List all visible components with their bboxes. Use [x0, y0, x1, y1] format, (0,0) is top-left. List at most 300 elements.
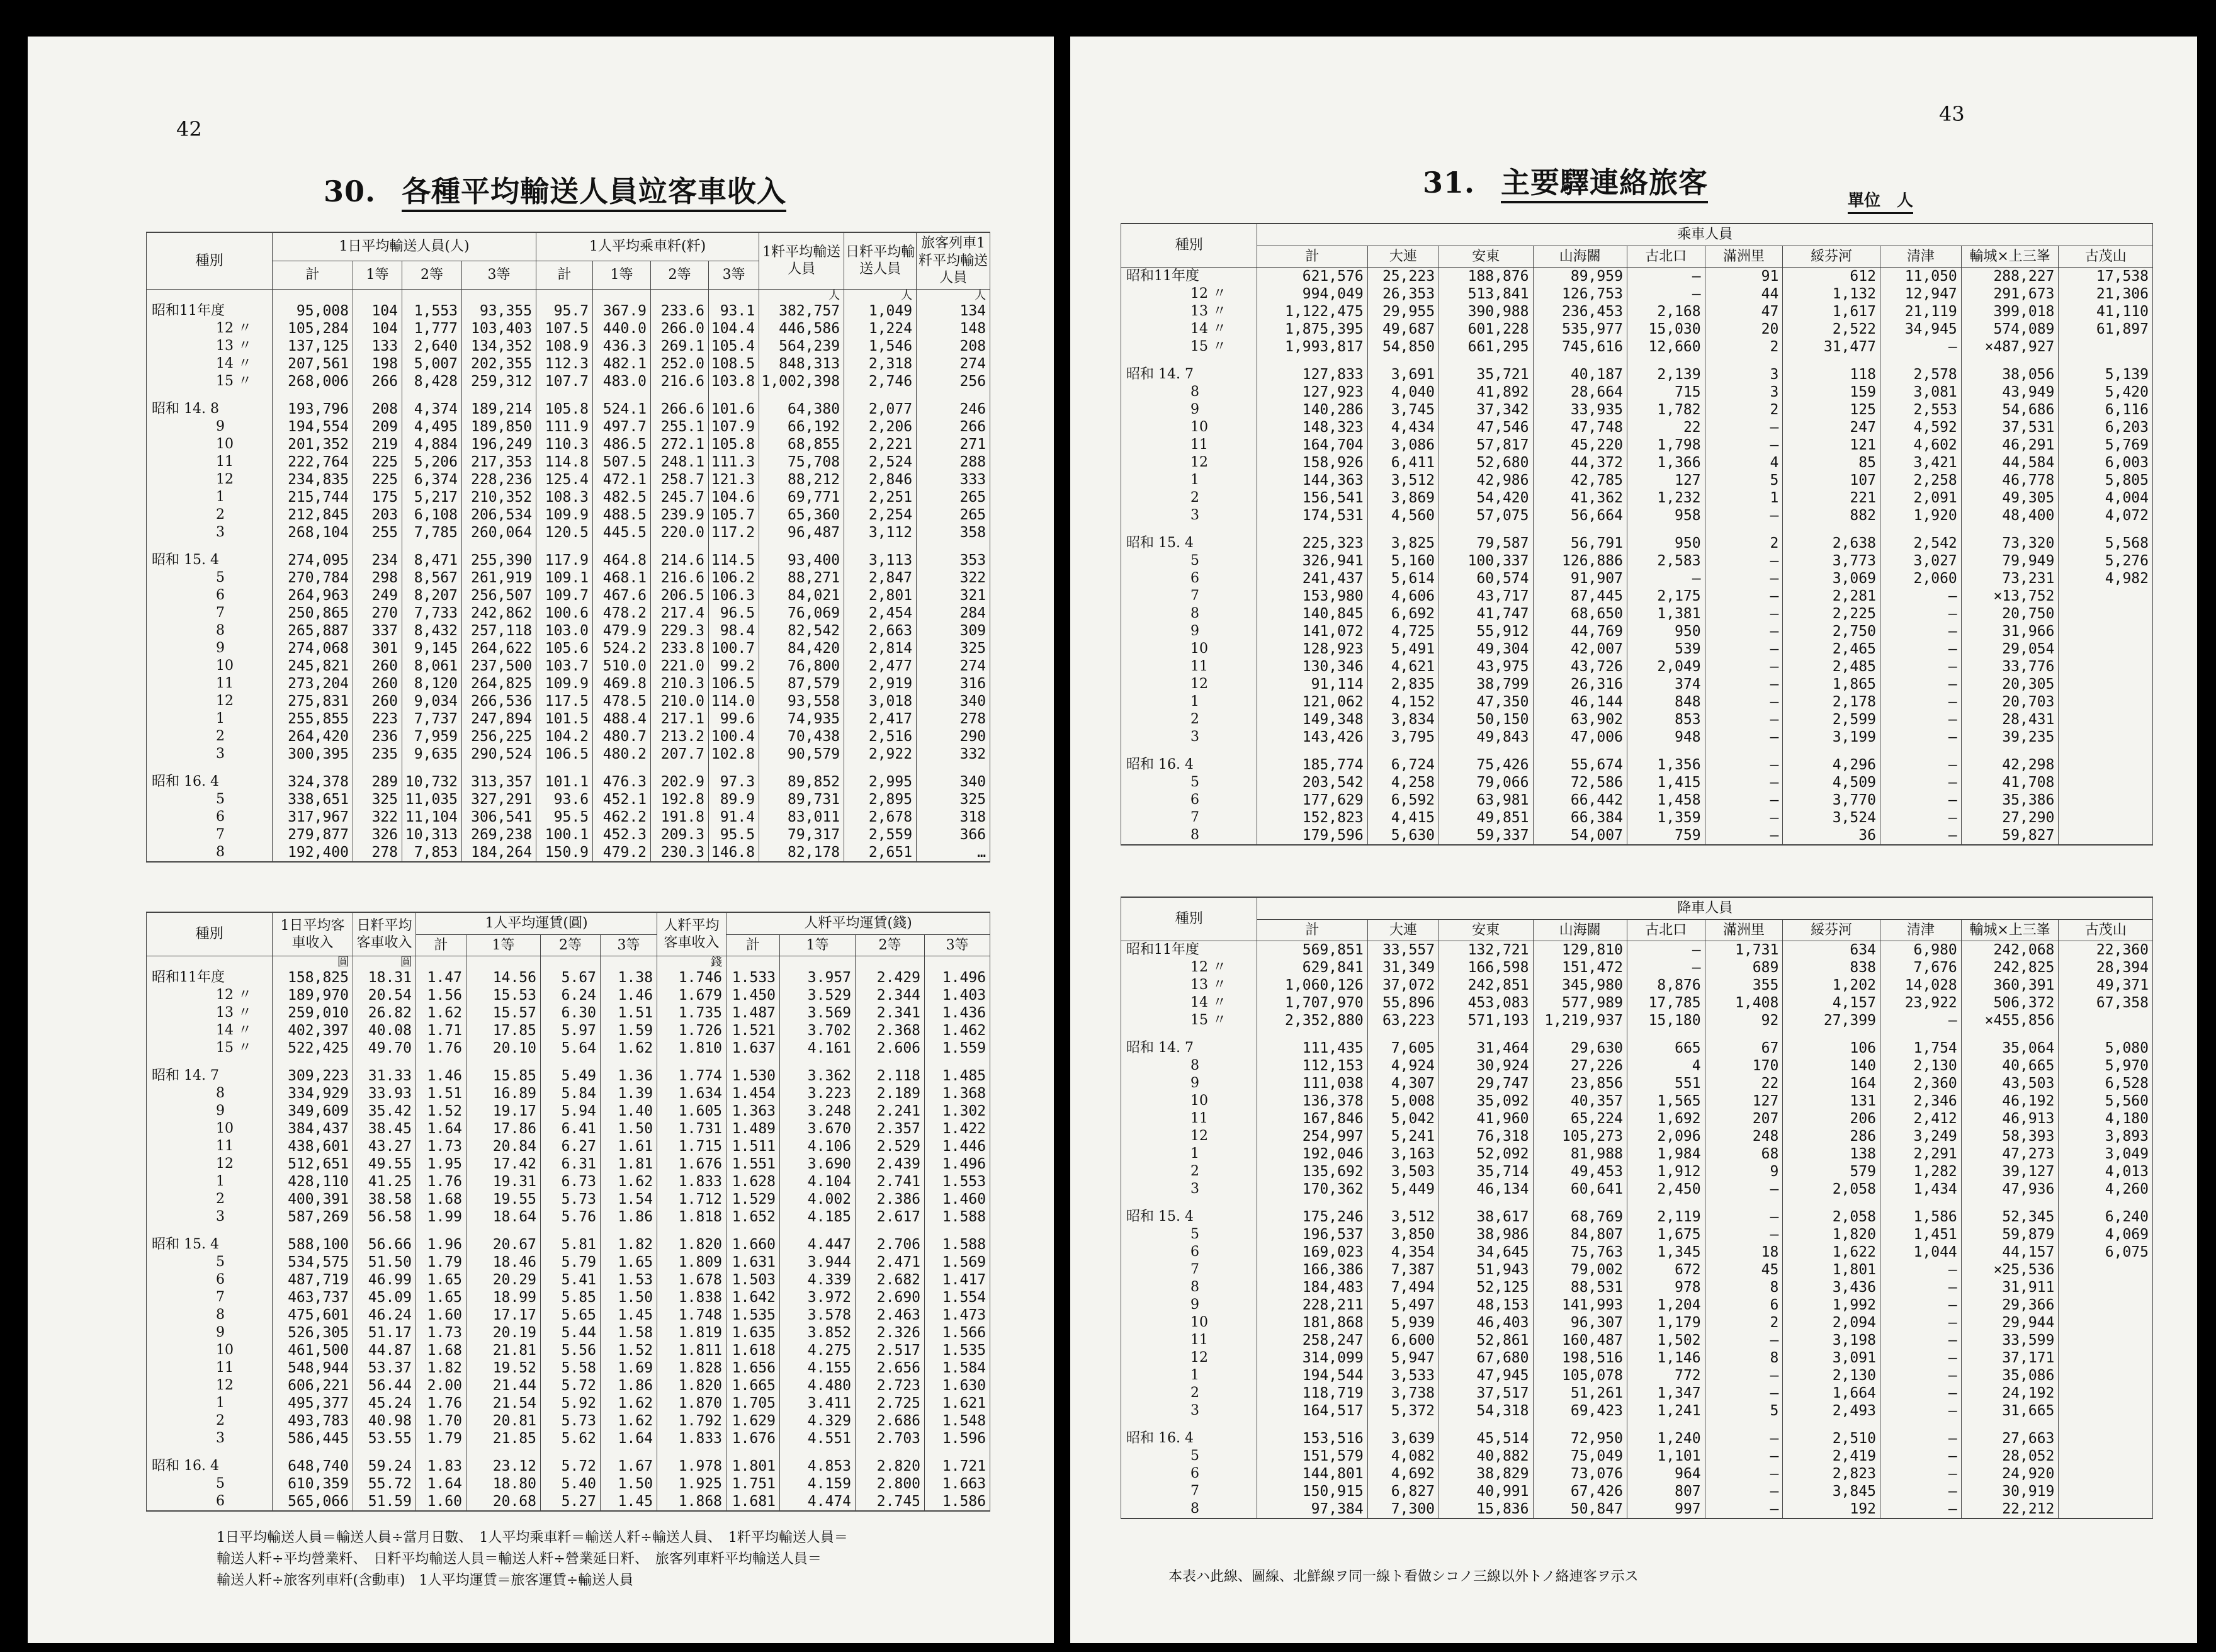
- table-cell: 27,399: [1783, 1012, 1880, 1029]
- table-cell: 300,395: [273, 745, 353, 763]
- table-cell: 4.185: [780, 1208, 856, 1226]
- table-cell: 399,018: [1961, 303, 2059, 320]
- table-cell: 54,686: [1961, 401, 2059, 419]
- row-label: 12 〃: [1121, 959, 1257, 976]
- spacer-cell: [1121, 1198, 1257, 1208]
- row-label: 12: [147, 1155, 273, 1173]
- table-cell: 93,558: [759, 693, 844, 710]
- table-cell: 1.637: [726, 1039, 780, 1057]
- table-cell: 1.586: [925, 1493, 990, 1511]
- table-cell: 4,260: [2059, 1180, 2153, 1198]
- row-label: 1: [1121, 1145, 1257, 1163]
- table-cell: 37,072: [1367, 976, 1439, 994]
- table-cell: 1.403: [925, 987, 990, 1004]
- table-cell: 37,517: [1439, 1384, 1533, 1402]
- row-label: 3: [147, 524, 273, 541]
- table-cell: 47,546: [1439, 419, 1533, 436]
- table-31-boarding: [1121, 223, 2153, 846]
- table-cell: 46,778: [1961, 472, 2059, 489]
- row-label: 昭和 14. 7: [1121, 1039, 1257, 1057]
- row-label: 10: [147, 436, 273, 453]
- table-cell: 715: [1627, 383, 1705, 401]
- table-cell: 1.52: [416, 1102, 466, 1120]
- table-cell: 208: [917, 337, 990, 355]
- table-row: [1121, 774, 2153, 791]
- table-cell: 480.7: [593, 728, 651, 745]
- table-cell: 84,420: [759, 640, 844, 657]
- table-cell: 5,276: [2059, 552, 2153, 570]
- table-cell: 338,651: [273, 791, 353, 808]
- table-cell: 5,614: [1367, 570, 1439, 587]
- table-cell: –: [1880, 756, 1961, 774]
- table-cell: 526,305: [273, 1324, 353, 1342]
- table-cell: 219: [353, 436, 402, 453]
- table-cell: 7,605: [1367, 1039, 1439, 1057]
- group-spacer: [1121, 1198, 2153, 1208]
- table-row: [147, 400, 990, 418]
- unit-cell: [925, 956, 990, 970]
- table-cell: 1,622: [1783, 1243, 1880, 1261]
- table-cell: 588,100: [273, 1236, 353, 1253]
- table-cell: 112,153: [1257, 1057, 1367, 1075]
- row-label: 12: [1121, 1349, 1257, 1367]
- spacer-cell: [273, 1226, 353, 1236]
- table-cell: 2,995: [844, 773, 917, 791]
- row-label: 12 〃: [147, 987, 273, 1004]
- table-cell: 4: [1627, 1057, 1705, 1075]
- table-cell: –: [1880, 676, 1961, 693]
- spacer-cell: [856, 1447, 925, 1457]
- table-cell: 3,198: [1783, 1332, 1880, 1349]
- spacer-cell: [780, 1226, 856, 1236]
- table-cell: 106: [1783, 1039, 1880, 1057]
- row-label: 8: [147, 1085, 273, 1102]
- table-cell: 6.27: [541, 1138, 601, 1155]
- table-cell: 1.721: [925, 1457, 990, 1475]
- table-cell: 49,453: [1533, 1163, 1627, 1180]
- table-cell: 1.569: [925, 1253, 990, 1271]
- spacer-cell: [1257, 524, 1367, 535]
- unit-cell: [147, 956, 273, 970]
- table-cell: [2059, 1349, 2153, 1367]
- row-label: 2: [1121, 1163, 1257, 1180]
- column-header: 3等: [462, 261, 536, 289]
- group-spacer: [147, 390, 990, 400]
- table-cell: 2.690: [856, 1289, 925, 1306]
- table-cell: 175: [353, 489, 402, 506]
- table-cell: 1,777: [402, 320, 462, 337]
- table-cell: 68,650: [1533, 605, 1627, 623]
- table-cell: 15.53: [466, 987, 541, 1004]
- table-cell: 838: [1783, 959, 1880, 976]
- table-cell: 2,096: [1627, 1128, 1705, 1145]
- table-cell: 188,876: [1439, 268, 1533, 286]
- table-cell: 366: [917, 826, 990, 844]
- spacer-cell: [709, 763, 759, 773]
- row-label: 7: [1121, 587, 1257, 605]
- table-cell: 33.93: [353, 1085, 416, 1102]
- table-cell: 153,980: [1257, 587, 1367, 605]
- spacer-cell: [917, 763, 990, 773]
- table-cell: 66,442: [1533, 791, 1627, 809]
- table-cell: 4.161: [780, 1039, 856, 1057]
- table-cell: 6,003: [2059, 454, 2153, 472]
- table-cell: 50,150: [1439, 711, 1533, 728]
- row-label: 14 〃: [1121, 994, 1257, 1012]
- row-label: 1: [147, 1173, 273, 1191]
- table-row: [147, 453, 990, 471]
- table-cell: 1.67: [601, 1457, 657, 1475]
- table-cell: 1.73: [416, 1138, 466, 1155]
- table-cell: 1.521: [726, 1022, 780, 1039]
- table-cell: 1.76: [416, 1039, 466, 1057]
- table-cell: 234: [353, 552, 402, 569]
- table-cell: 2.189: [856, 1085, 925, 1102]
- table-cell: 1.838: [657, 1289, 726, 1306]
- table-cell: 108.3: [536, 489, 593, 506]
- spacer-cell: [402, 390, 462, 400]
- table-row: [1121, 1465, 2153, 1483]
- table-cell: 221.0: [651, 657, 709, 675]
- table-cell: [2059, 1384, 2153, 1402]
- spacer-cell: [1439, 746, 1533, 756]
- table-cell: –: [1705, 1180, 1783, 1198]
- table-cell: 217.1: [651, 710, 709, 728]
- table-cell: 127: [1627, 472, 1705, 489]
- table-cell: 11,104: [402, 808, 462, 826]
- table-row: [147, 1253, 990, 1271]
- table-row: [1121, 1092, 2153, 1110]
- table-cell: 2,638: [1783, 535, 1880, 552]
- table-cell: 6: [1705, 1296, 1783, 1314]
- table-cell: 38,799: [1439, 676, 1533, 693]
- table-cell: 2.118: [856, 1067, 925, 1085]
- table-cell: 266,536: [462, 693, 536, 710]
- table-cell: 3,691: [1367, 366, 1439, 383]
- table-cell: 1.40: [601, 1102, 657, 1120]
- spacer-cell: [353, 1447, 416, 1457]
- table-cell: 192,046: [1257, 1145, 1367, 1163]
- table-cell: 2,746: [844, 373, 917, 390]
- table-cell: 3: [1705, 383, 1783, 401]
- table-row: [147, 1342, 990, 1359]
- table-cell: 1,820: [1783, 1226, 1880, 1243]
- table-cell: 88,531: [1533, 1279, 1627, 1296]
- page-title: [324, 169, 786, 210]
- spacer-cell: [759, 541, 844, 552]
- spacer-cell: [353, 1057, 416, 1067]
- table-cell: 105.8: [709, 436, 759, 453]
- table-cell: 106.3: [709, 587, 759, 604]
- table-cell: 1.596: [925, 1430, 990, 1447]
- table-cell: 472.1: [593, 471, 651, 489]
- table-cell: 151,472: [1533, 959, 1627, 976]
- column-header: 清津: [1880, 919, 1961, 941]
- column-header: 計: [1257, 919, 1367, 941]
- row-label: 5: [147, 1253, 273, 1271]
- right-page: [1070, 37, 2197, 1643]
- table-cell: 274,068: [273, 640, 353, 657]
- table-cell: 51.59: [353, 1493, 416, 1511]
- spacer-cell: [353, 541, 402, 552]
- table-cell: 66,192: [759, 418, 844, 436]
- table-row: [1121, 454, 2153, 472]
- spacer-cell: [601, 1226, 657, 1236]
- table-cell: 2,221: [844, 436, 917, 453]
- table-cell: 4,592: [1880, 419, 1961, 436]
- table-cell: 548,944: [273, 1359, 353, 1377]
- table-cell: 5.73: [541, 1191, 601, 1208]
- table-cell: 551: [1627, 1075, 1705, 1092]
- row-label: 昭和 16. 4: [1121, 1430, 1257, 1447]
- table-row: [1121, 570, 2153, 587]
- spacer-cell: [2059, 1029, 2153, 1039]
- table-cell: 5,139: [2059, 366, 2153, 383]
- header-daykm-revenue: 日粁平均客車收入: [353, 912, 416, 956]
- table-cell: 220.0: [651, 524, 709, 541]
- header-daily-revenue: 1日平均客車收入: [273, 912, 353, 956]
- table-cell: 88,271: [759, 569, 844, 587]
- table-cell: 1,875,395: [1257, 320, 1367, 338]
- table-cell: 1.61: [601, 1138, 657, 1155]
- table-cell: 36: [1783, 827, 1880, 845]
- table-cell: 1.833: [657, 1173, 726, 1191]
- table-cell: 332: [917, 745, 990, 763]
- table-cell: 164: [1783, 1075, 1880, 1092]
- table-cell: 92: [1705, 1012, 1783, 1029]
- table-cell: 58,393: [1961, 1128, 2059, 1145]
- spacer-cell: [273, 1447, 353, 1457]
- table-cell: 174,531: [1257, 507, 1367, 524]
- column-header: 清津: [1880, 246, 1961, 268]
- table-cell: 1,179: [1627, 1314, 1705, 1332]
- table-row: [1121, 623, 2153, 640]
- table-cell: 49,305: [1961, 489, 2059, 507]
- table-cell: 35,064: [1961, 1039, 2059, 1057]
- table-cell: 95.7: [536, 302, 593, 320]
- table-cell: 6,411: [1367, 454, 1439, 472]
- table-cell: 265,887: [273, 622, 353, 640]
- spacer-cell: [1533, 356, 1627, 366]
- table-30-upper: [146, 232, 990, 863]
- table-cell: 2,485: [1783, 658, 1880, 676]
- table-cell: 40,882: [1439, 1447, 1533, 1465]
- table-cell: 1,359: [1627, 809, 1705, 827]
- table-cell: 1.665: [726, 1377, 780, 1395]
- table-cell: 1.681: [726, 1493, 780, 1511]
- table-cell: 5.40: [541, 1475, 601, 1493]
- spacer-cell: [925, 1226, 990, 1236]
- table-cell: 117.2: [709, 524, 759, 541]
- table-cell: –: [1705, 640, 1783, 658]
- table-cell: 3.223: [780, 1085, 856, 1102]
- table-row: [1121, 1430, 2153, 1447]
- spacer-cell: [1880, 524, 1961, 535]
- table-cell: 288,227: [1961, 268, 2059, 286]
- table-cell: 239.9: [651, 506, 709, 524]
- table-cell: 111.9: [536, 418, 593, 436]
- column-header: 綏芬河: [1783, 919, 1880, 941]
- column-header: 古北口: [1627, 246, 1705, 268]
- table-cell: 140,286: [1257, 401, 1367, 419]
- table-cell: 1.454: [726, 1085, 780, 1102]
- table-cell: [2059, 1430, 2153, 1447]
- table-row: [147, 1085, 990, 1102]
- row-label: 6: [147, 1493, 273, 1511]
- table-cell: 1.660: [726, 1236, 780, 1253]
- table-cell: 20.68: [466, 1493, 541, 1511]
- table-cell: 4,180: [2059, 1110, 2153, 1128]
- table-cell: 47,936: [1961, 1180, 2059, 1198]
- table-row: [147, 1306, 990, 1324]
- table-cell: 3: [1705, 366, 1783, 383]
- column-header: 輸城×上三峯: [1961, 919, 2059, 941]
- spacer-cell: [1533, 1029, 1627, 1039]
- table-cell: –: [1705, 809, 1783, 827]
- table-cell: 5.56: [541, 1342, 601, 1359]
- table-cell: 2.439: [856, 1155, 925, 1173]
- table-cell: 2,553: [1880, 401, 1961, 419]
- unit-row: [147, 956, 990, 970]
- table-cell: 117.5: [536, 693, 593, 710]
- table-cell: 207.7: [651, 745, 709, 763]
- spacer-cell: [1705, 356, 1783, 366]
- page-title: [1423, 160, 1708, 201]
- table-cell: 384,437: [273, 1120, 353, 1138]
- table-cell: 1.460: [925, 1191, 990, 1208]
- table-cell: 2,058: [1783, 1180, 1880, 1198]
- row-label: 昭和 14. 7: [147, 1067, 273, 1085]
- table-cell: 480.2: [593, 745, 651, 763]
- table-cell: 8,567: [402, 569, 462, 587]
- table-cell: 95,008: [273, 302, 353, 320]
- column-header: 2等: [402, 261, 462, 289]
- table-cell: 4.853: [780, 1457, 856, 1475]
- table-cell: –: [1705, 1465, 1783, 1483]
- unit-cell: [780, 956, 856, 970]
- table-cell: 144,363: [1257, 472, 1367, 489]
- table-cell: 40.08: [353, 1022, 416, 1039]
- table-cell: 127: [1705, 1092, 1783, 1110]
- table-cell: 185,774: [1257, 756, 1367, 774]
- table-cell: 1,122,475: [1257, 303, 1367, 320]
- table-cell: 2,522: [1783, 320, 1880, 338]
- table-cell: 1.588: [925, 1208, 990, 1226]
- table-row: [1121, 1384, 2153, 1402]
- table-cell: 1,241: [1627, 1402, 1705, 1420]
- column-header: 安東: [1439, 246, 1533, 268]
- table-cell: 59,337: [1439, 827, 1533, 845]
- table-cell: 106.2: [709, 569, 759, 587]
- row-label: 8: [1121, 383, 1257, 401]
- table-cell: 482.1: [593, 355, 651, 373]
- table-cell: 3,524: [1783, 809, 1880, 827]
- table-cell: 1.62: [601, 1412, 657, 1430]
- table-cell: 76,318: [1439, 1128, 1533, 1145]
- table-cell: 20.10: [466, 1039, 541, 1057]
- table-cell: 2,049: [1627, 658, 1705, 676]
- spacer-cell: [1705, 1029, 1783, 1039]
- table-cell: 4,982: [2059, 570, 2153, 587]
- column-header: 計: [416, 934, 466, 956]
- table-row: [1121, 552, 2153, 570]
- table-cell: 19.55: [466, 1191, 541, 1208]
- table-cell: 1.96: [416, 1236, 466, 1253]
- table-cell: 958: [1627, 507, 1705, 524]
- table-cell: 15,836: [1439, 1500, 1533, 1519]
- table-cell: 89,731: [759, 791, 844, 808]
- table-cell: –: [1880, 1349, 1961, 1367]
- table-cell: 85: [1783, 454, 1880, 472]
- table-cell: 286: [1783, 1128, 1880, 1145]
- table-cell: 5,420: [2059, 383, 2153, 401]
- table-cell: 322: [917, 569, 990, 587]
- spacer-cell: [1367, 356, 1439, 366]
- table-cell: 255.1: [651, 418, 709, 436]
- table-number: 30.: [324, 174, 376, 208]
- table-cell: 63,902: [1533, 711, 1627, 728]
- row-label: 5: [147, 791, 273, 808]
- table-cell: [2059, 623, 2153, 640]
- table-cell: 1,408: [1705, 994, 1783, 1012]
- table-row: [147, 1191, 990, 1208]
- table-cell: 2,091: [1880, 489, 1961, 507]
- table-cell: 82,542: [759, 622, 844, 640]
- table-cell: 24,920: [1961, 1465, 2059, 1483]
- table-cell: 289: [353, 773, 402, 791]
- table-cell: 1,434: [1880, 1180, 1961, 1198]
- table-cell: 3,086: [1367, 436, 1439, 454]
- table-cell: –: [1705, 1332, 1783, 1349]
- table-cell: 4,069: [2059, 1226, 2153, 1243]
- header-avg-fare: 1人平均運賃(圓): [416, 912, 657, 934]
- row-label: 13 〃: [1121, 303, 1257, 320]
- table-cell: 467.6: [593, 587, 651, 604]
- table-cell: 98.4: [709, 622, 759, 640]
- table-cell: 47,006: [1533, 728, 1627, 746]
- table-cell: 202,355: [462, 355, 536, 373]
- table-cell: 1.50: [601, 1475, 657, 1493]
- table-cell: 10,313: [402, 826, 462, 844]
- table-cell: 1.631: [726, 1253, 780, 1271]
- table-cell: 2.706: [856, 1236, 925, 1253]
- row-label: 12: [147, 471, 273, 489]
- table-cell: 648,740: [273, 1457, 353, 1475]
- table-cell: 89,959: [1533, 268, 1627, 286]
- spacer-cell: [917, 390, 990, 400]
- table-cell: 6.73: [541, 1173, 601, 1191]
- table-cell: 48,400: [1961, 507, 2059, 524]
- table-cell: 206,534: [462, 506, 536, 524]
- table-cell: 1.801: [726, 1457, 780, 1475]
- table-row: [1121, 1145, 2153, 1163]
- spacer-cell: [273, 763, 353, 773]
- table-cell: 18.31: [353, 969, 416, 987]
- table-cell: 109.9: [536, 675, 593, 693]
- table-cell: 574,089: [1961, 320, 2059, 338]
- table-cell: 5.94: [541, 1102, 601, 1120]
- table-cell: –: [1705, 623, 1783, 640]
- table-cell: –: [1705, 711, 1783, 728]
- row-label: 1: [1121, 472, 1257, 489]
- table-cell: 1.605: [657, 1102, 726, 1120]
- table-cell: 82,178: [759, 844, 844, 862]
- row-label: 2: [1121, 711, 1257, 728]
- table-cell: 189,970: [273, 987, 353, 1004]
- table-row: [147, 1359, 990, 1377]
- spacer-cell: [601, 1057, 657, 1067]
- row-label: 8: [1121, 605, 1257, 623]
